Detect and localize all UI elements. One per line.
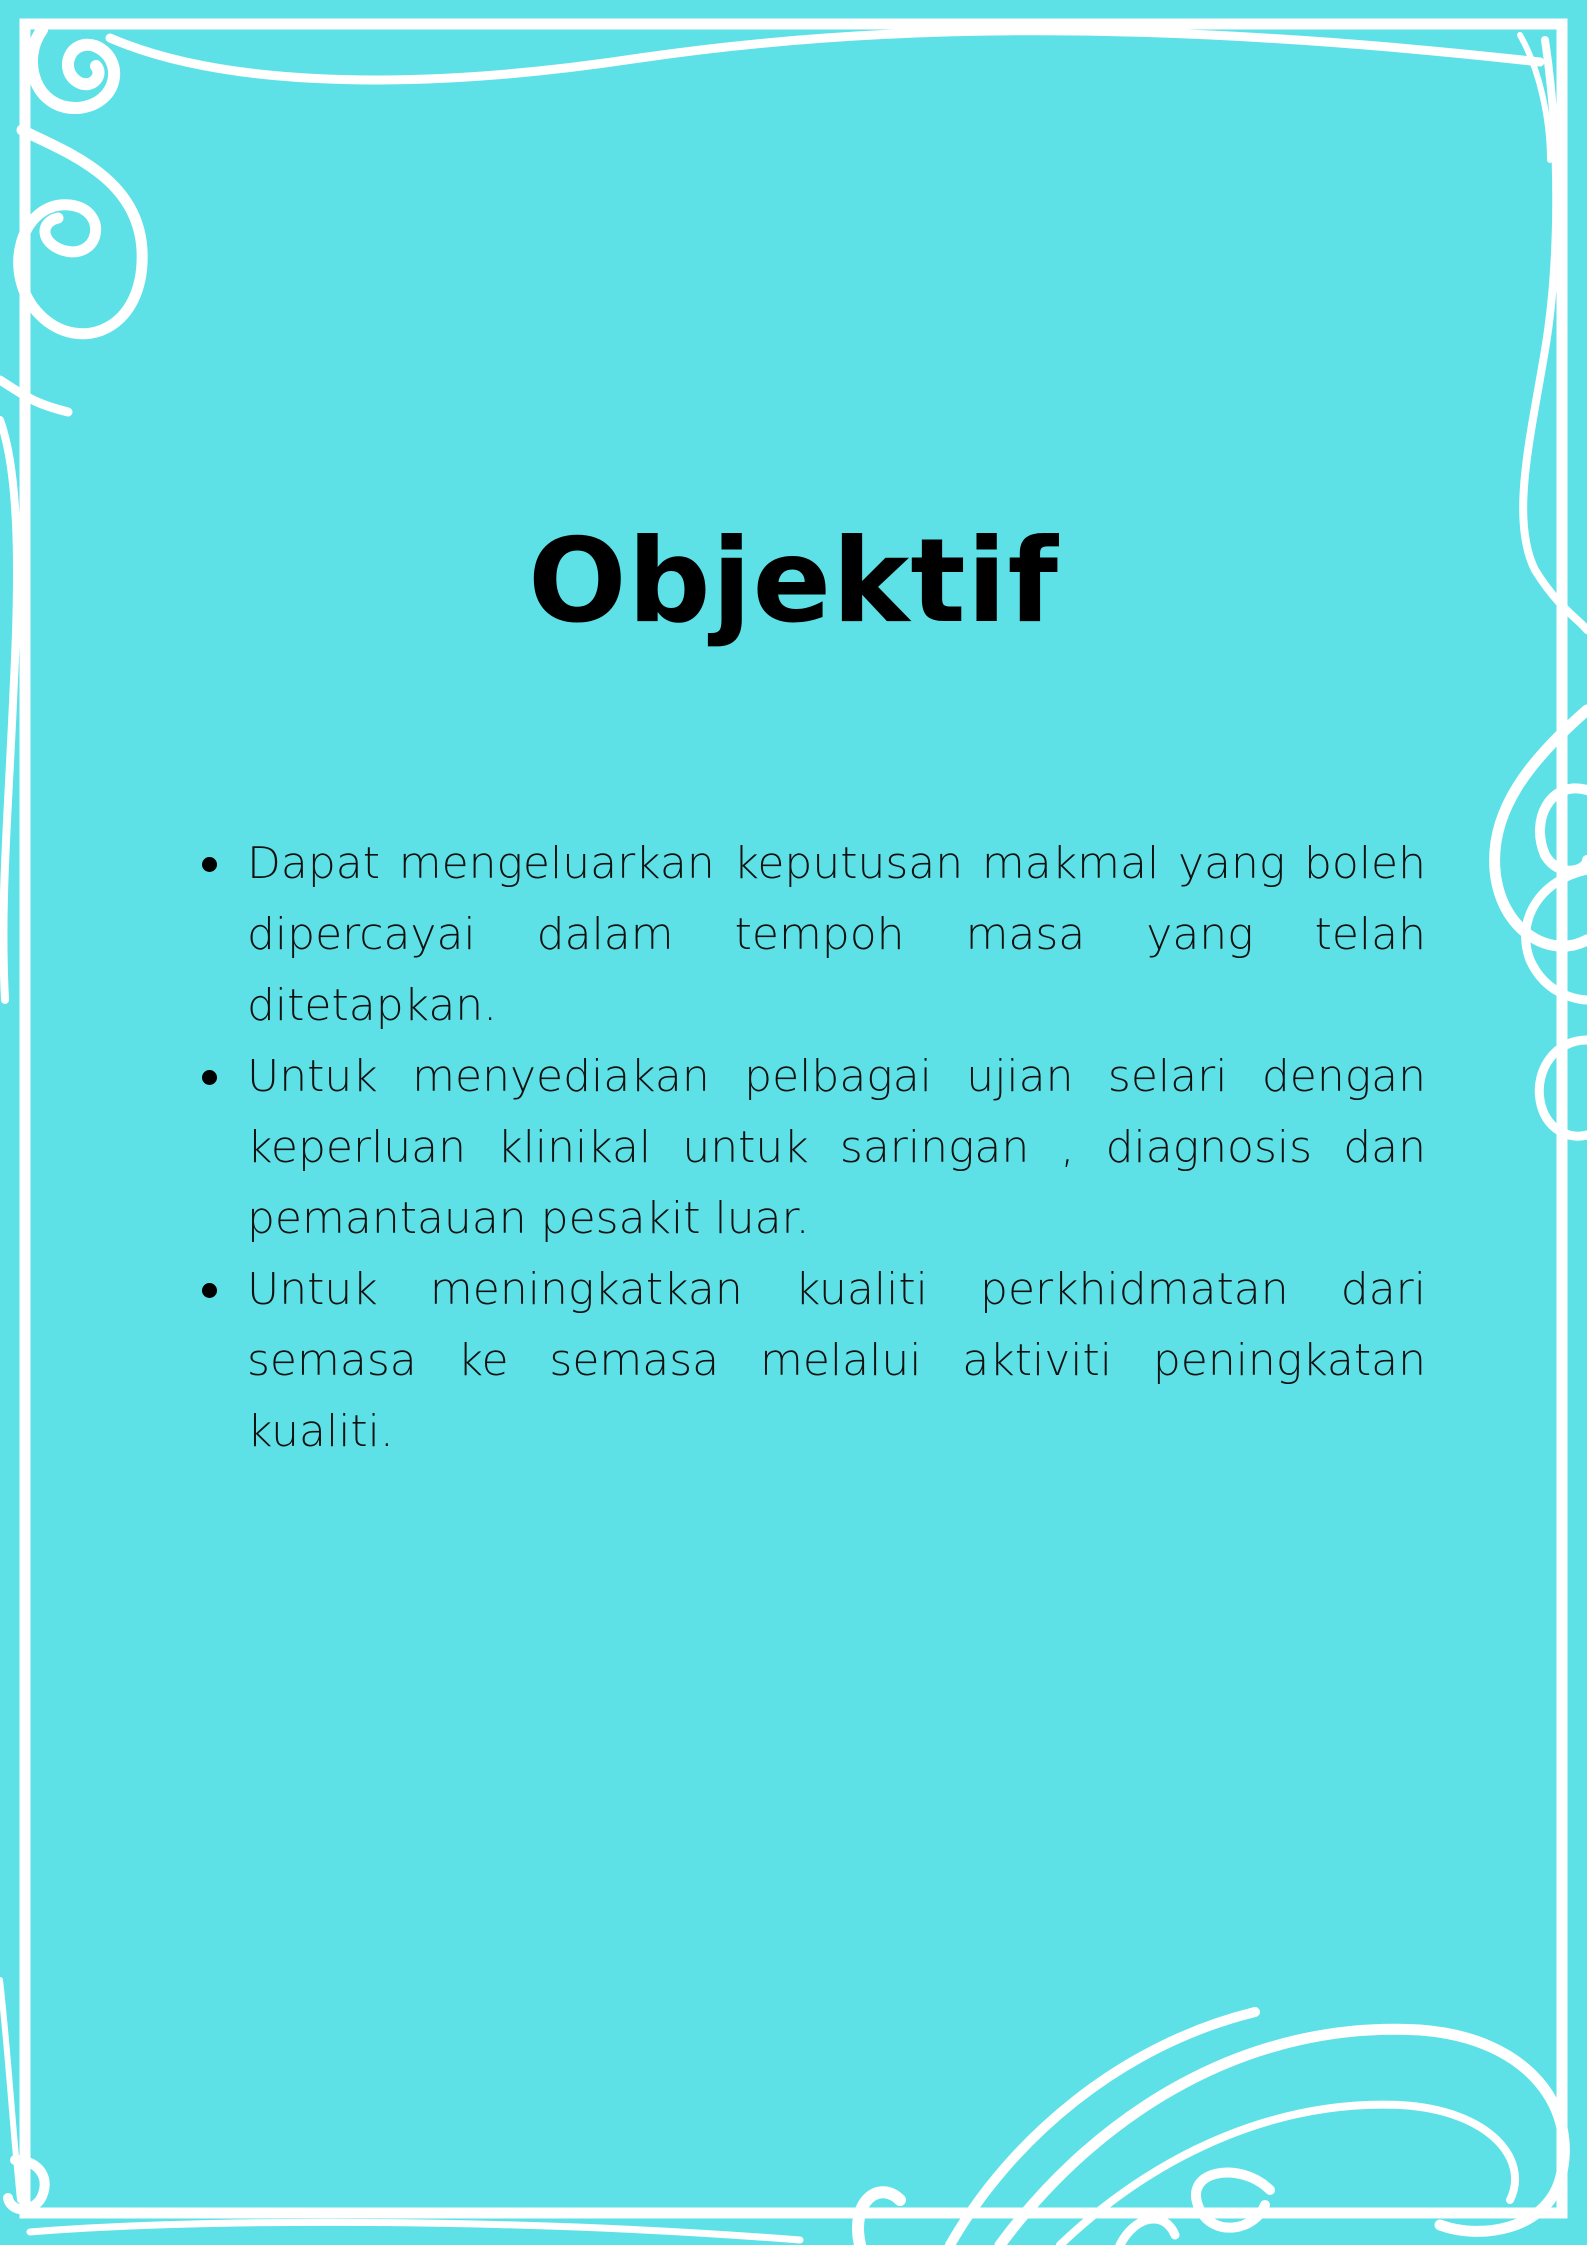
top-swirl bbox=[110, 31, 1540, 80]
objective-text: Untuk menyediakan pelbagai ujian selari dengan keperluan klinikal untuk saringan , diagnosis dan pemantauan pesakit luar. bbox=[247, 1051, 1426, 1244]
list-item bbox=[196, 828, 1426, 1041]
page-title: Objektif bbox=[528, 514, 1059, 649]
list-item bbox=[196, 1254, 1426, 1467]
bullet-icon bbox=[202, 1283, 217, 1298]
list-item bbox=[196, 1041, 1426, 1254]
objectives-list bbox=[196, 828, 1426, 1467]
bottom-left-flourish bbox=[0, 1980, 800, 2240]
objective-text: Untuk meningkatkan kualiti perkhidmatan dari semasa ke semasa melalui aktiviti peningkatan kualiti. bbox=[247, 1264, 1426, 1457]
bullet-icon bbox=[202, 857, 217, 872]
bullet-icon bbox=[202, 1070, 217, 1085]
objective-text: Dapat mengeluarkan keputusan makmal yang boleh dipercayai dalam tempoh masa yang telah ditetapkan. bbox=[247, 838, 1426, 1031]
